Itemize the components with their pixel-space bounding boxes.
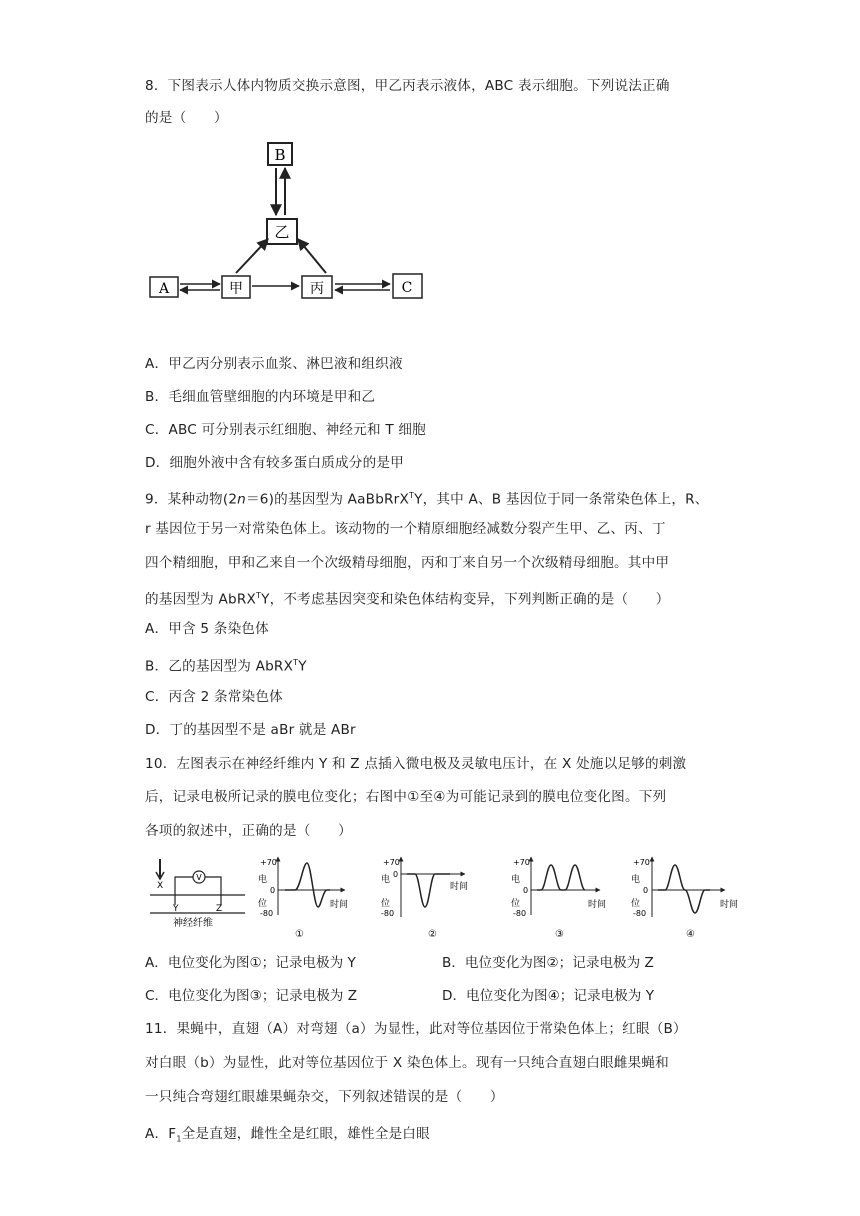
label-C: C: [401, 280, 413, 296]
label-bing: 丙: [310, 281, 324, 297]
svg-text:-80: -80: [633, 909, 647, 918]
q8-stem-line1: 8．下图表示人体内物质交换示意图，甲乙丙表示液体，ABC 表示细胞。下列说法正确: [145, 78, 670, 94]
label-y: Y: [173, 904, 179, 914]
svg-text:0: 0: [270, 886, 276, 895]
graph-2: [381, 857, 468, 940]
q9-stem-line3: 四个精细胞，甲和乙来自一个次级精母细胞，丙和丁来自另一个次级精母细胞。其中甲: [145, 555, 670, 571]
svg-text:0: 0: [643, 886, 649, 895]
q9-option-a: A．甲含 5 条染色体: [145, 621, 269, 637]
q9-option-c: C．丙含 2 条常染色体: [145, 689, 283, 705]
svg-text:+70: +70: [633, 858, 650, 867]
svg-text:0: 0: [523, 886, 529, 895]
nerve-fiber-apparatus: [150, 859, 245, 929]
q10-stem-line3: 各项的叙述中，正确的是（ ）: [145, 823, 352, 839]
svg-text:时间: 时间: [450, 882, 469, 892]
q9-stem-line2: r 基因位于另一对常染色体上。该动物的一个精原细胞经减数分裂产生甲、乙、丙、丁: [145, 521, 666, 537]
svg-text:0: 0: [393, 870, 399, 879]
label-z: Z: [216, 904, 223, 914]
arrow-bing-yi: [298, 239, 326, 273]
svg-text:时间: 时间: [588, 900, 607, 910]
q8-option-c: C．ABC 可分别表示红细胞、神经元和 T 细胞: [145, 422, 426, 438]
q10-stem-line2: 后，记录电极所记录的膜电位变化；右图中①至④为可能记录到的膜电位变化图。下列: [145, 789, 667, 805]
svg-text:电: 电: [511, 875, 521, 885]
q8-option-b: B．毛细血管壁细胞的内环境是甲和乙: [145, 389, 376, 405]
svg-text:-80: -80: [381, 909, 395, 918]
svg-text:位: 位: [258, 899, 268, 909]
graph-4: [631, 857, 738, 940]
q8-option-a: A．甲乙丙分别表示血浆、淋巴液和组织液: [145, 356, 403, 372]
label-A: A: [158, 281, 170, 297]
label-B: B: [274, 146, 286, 164]
svg-text:位: 位: [511, 899, 521, 909]
svg-text:电: 电: [381, 875, 391, 885]
label-jia: 甲: [229, 281, 243, 297]
svg-text:位: 位: [381, 899, 391, 909]
svg-text:-80: -80: [513, 909, 527, 918]
svg-text:③: ③: [555, 929, 564, 940]
svg-text:电: 电: [631, 875, 641, 885]
q9-stem-line1: 9．某种动物(2n＝6)的基因型为 AaBbRrX$^T$Y，其中 A、B 基因位于同一条常染色体上，R、: [145, 491, 709, 508]
svg-text:电: 电: [258, 875, 268, 885]
q11-option-a: A．$F_1$全是直翅，雌性全是红眼，雄性全是白眼: [145, 1126, 430, 1144]
q11-stem-line2: 对白眼（b）为显性，此对等位基因位于 X 染色体上。现有一只纯合直翅白眼雌果蝇和: [145, 1055, 669, 1071]
svg-text:位: 位: [631, 899, 641, 909]
graph-3: [511, 857, 606, 940]
q9-stem-line4: 的基因型为 AbRX$^T$Y，不考虑基因突变和染色体结构变异，下列判断正确的是（ ）: [145, 591, 670, 608]
svg-text:+70: +70: [383, 858, 400, 867]
svg-text:+70: +70: [260, 858, 277, 867]
q10-option-d: D．电位变化为图④；记录电极为 Y: [442, 988, 654, 1004]
svg-text:V: V: [196, 873, 202, 882]
q10-stem-line1: 10．左图表示在神经纤维内 Y 和 Z 点插入微电极及灵敏电压计，在 X 处施以足够的刺激: [145, 756, 687, 772]
arrow-jia-yi: [236, 239, 268, 273]
nerve-fiber-label: 神经纤维: [173, 918, 213, 929]
label-x: X: [157, 881, 164, 891]
svg-text:④: ④: [686, 929, 695, 940]
q10-option-b: B．电位变化为图②；记录电极为 Z: [442, 955, 654, 971]
svg-text:+70: +70: [513, 858, 530, 867]
q11-stem-line3: 一只纯合弯翅红眼雄果蝇杂交，下列叙述错误的是（ ）: [145, 1089, 504, 1105]
q10-option-c: C．电位变化为图③；记录电极为 Z: [145, 988, 358, 1004]
graph-1: [258, 857, 348, 940]
svg-text:时间: 时间: [720, 900, 739, 910]
q8-stem-line2: 的是（ ）: [145, 110, 228, 126]
q9-option-b: B．乙的基因型为 AbRX$^T$Y: [145, 658, 307, 675]
q10-figures: [145, 855, 750, 941]
label-yi: 乙: [274, 223, 290, 241]
q10-option-a: A．电位变化为图①；记录电极为 Y: [145, 955, 356, 971]
svg-text:时间: 时间: [330, 900, 349, 910]
q8-option-d: D．细胞外液中含有较多蛋白质成分的是甲: [145, 455, 404, 471]
q9-option-d: D．丁的基因型不是 aBr 就是 ABr: [145, 722, 356, 738]
svg-text:②: ②: [428, 929, 437, 940]
q8-exchange-diagram: [140, 135, 440, 310]
q11-stem-line1: 11．果蝇中，直翅（A）对弯翅（a）为显性，此对等位基因位于常染色体上；红眼（B）: [145, 1021, 687, 1037]
svg-text:①: ①: [295, 929, 304, 940]
svg-text:-80: -80: [260, 909, 274, 918]
